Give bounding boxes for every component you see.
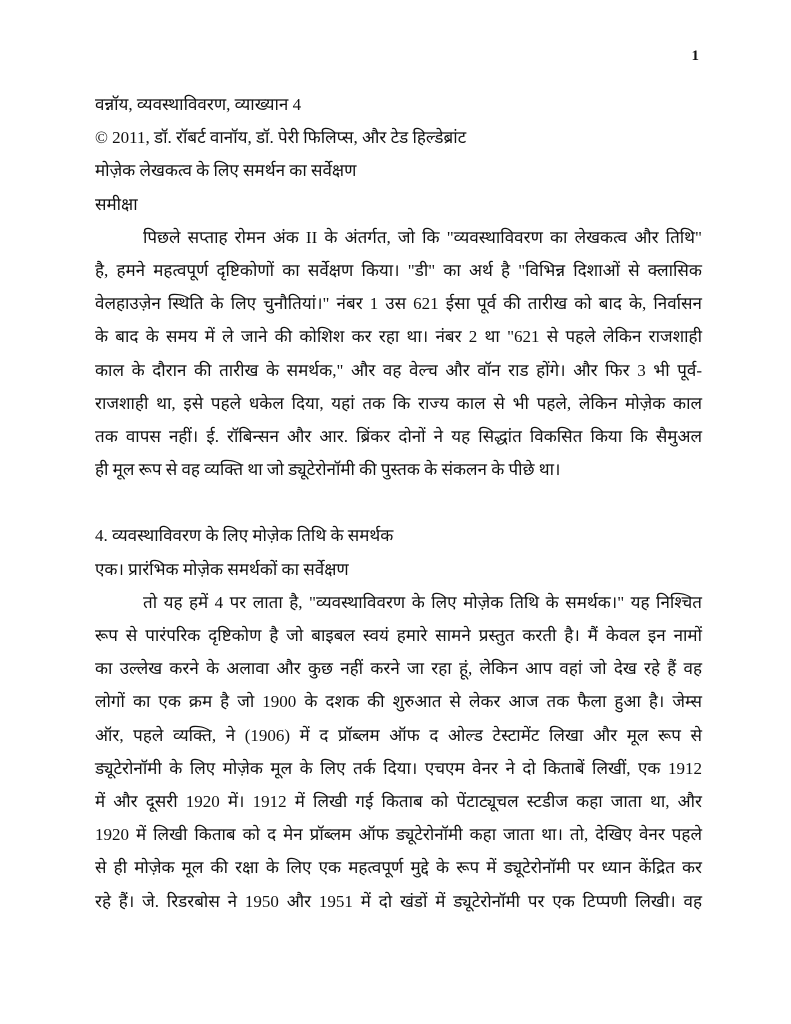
text-line: रहे हैं। जे. रिडरबोस ने 1950 और 1951 में दो खंडों में ड्यूटेरोनॉमी पर एक टिप्पणी लिखी। वह (95, 891, 702, 911)
document-body (95, 88, 702, 918)
text-line: में और दूसरी 1920 में। 1912 में लिखी गई किताब को पेंटाट्यूचल स्टडीज कहा जाता था, और (95, 791, 702, 811)
paragraph-mosaic-supporters (95, 586, 702, 918)
section-heading-4: 4. व्यवस्थाविवरण के लिए मोज़ेक तिथि के समर्थक (95, 526, 394, 546)
text-line: 1920 में लिखी किताब को द मेन प्रॉब्लम ऑफ ड्यूटेरोनॉमी कहा जाता था। तो, देखिए वेनर पहले (95, 825, 702, 845)
text-line: लोगों का एक क्रम है जो 1900 के दशक की शुरुआत से लेकर आज तक फैला हुआ है। जेम्स (95, 692, 702, 712)
document-subtitle: मोज़ेक लेखकत्व के लिए समर्थन का सर्वेक्षण (95, 161, 357, 181)
subsection-heading-a: एक। प्रारंभिक मोज़ेक समर्थकों का सर्वेक्षण (95, 559, 349, 579)
paragraph-review (95, 221, 702, 487)
document-title: वन्नॉय, व्यवस्थाविवरण, व्याख्यान 4 (95, 95, 302, 114)
text-line: तो यह हमें 4 पर लाता है, "व्यवस्थाविवरण के लिए मोज़ेक तिथि के समर्थक।" यह निश्चित (143, 592, 702, 612)
text-line: से ही मोज़ेक मूल की रक्षा के लिए एक महत्वपूर्ण मुद्दे के रूप में ड्यूटेरोनॉमी पर ध्यान केंद्रित कर (95, 858, 702, 878)
text-line: वेलहाउज़ेन स्थिति के लिए चुनौतियां।" नंबर 1 उस 621 ईसा पूर्व की तारीख को बाद के, निर्वासन (95, 294, 702, 314)
text-line: के बाद के समय में ले जाने की कोशिश कर रहा था। नंबर 2 था "621 से पहले लेकिन राजशाही (95, 327, 702, 347)
text-line: रूप से पारंपरिक दृष्टिकोण है जो बाइबल स्वयं हमारे सामने प्रस्तुत करती है। मैं केवल इन नामों (95, 626, 702, 645)
text-line: का उल्लेख करने के अलावा और कुछ नहीं करने जा रहा हूं, लेकिन आप वहां जो देख रहे हैं वह (95, 659, 702, 679)
text-line: ऑर, पहले व्यक्ति, ने (1906) में द प्रॉब्लम ऑफ द ओल्ड टेस्टामेंट लिखा और मूल रूप से (95, 725, 702, 745)
copyright-line: © 2011, डॉ. रॉबर्ट वानॉय, डॉ. पेरी फिलिप्स, और टेड हिल्डेब्रांट (95, 128, 467, 148)
text-line: काल के दौरान की तारीख के समर्थक," और वह वेल्च और वॉन राड होंगे। और फिर 3 भी पूर्व- (95, 360, 702, 380)
section-heading-review: समीक्षा (95, 194, 138, 214)
page-number: 1 (691, 48, 699, 64)
text-line: है, हमने महत्वपूर्ण दृष्टिकोणों का सर्वेक्षण किया। "डी" का अर्थ है "विभिन्न दिशाओं से क्लासिक (95, 260, 702, 280)
text-line: ही मूल रूप से वह व्यक्ति था जो ड्यूटेरोनॉमी की पुस्तक के संकलन के पीछे था। (95, 460, 561, 480)
text-line: ड्यूटेरोनॉमी के लिए मोज़ेक मूल के लिए तर्क दिया। एचएम वेनर ने दो किताबें लिखीं, एक 1912 (95, 758, 702, 778)
text-line: राजशाही था, इसे पहले धकेल दिया, यहां तक कि राज्य काल से भी पहले, लेकिन मोज़ेक काल (95, 393, 702, 413)
text-line: पिछले सप्ताह रोमन अंक II के अंतर्गत, जो कि "व्यवस्थाविवरण का लेखकत्व और तिथि" (143, 227, 702, 247)
blank-line (95, 486, 702, 519)
text-line: तक वापस नहीं। ई. रॉबिन्सन और आर. ब्रिंकर दोनों ने यह सिद्धांत विकसित किया कि सैमुअल (95, 426, 702, 446)
